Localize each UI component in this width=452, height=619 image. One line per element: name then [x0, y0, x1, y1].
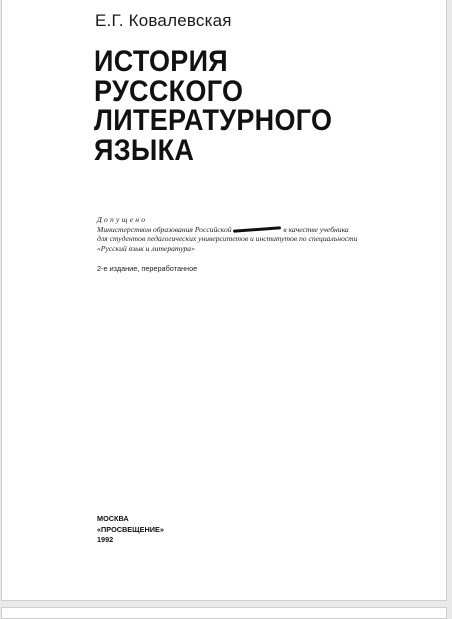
approval-line: для студентов педагогических университетов и институтов по специальности: [97, 234, 358, 244]
approval-note: [97, 215, 397, 253]
approval-header: Допущено: [97, 215, 148, 224]
title-line: ИСТОРИЯ: [94, 44, 228, 78]
approval-line: «Русский язык и литература»: [97, 243, 195, 253]
approval-line-start: Министерством образования Российской: [97, 224, 232, 234]
title-line: РУССКОГО: [94, 74, 244, 107]
approval-line-end: в качестве учебника: [283, 224, 349, 234]
book-title: [94, 46, 332, 164]
redaction-mark: [233, 227, 281, 233]
imprint-year: 1992: [97, 535, 114, 544]
title-line: ЯЗЫКА: [94, 133, 195, 166]
next-page-edge: [1, 607, 447, 619]
edition-note: 2-е издание, переработанное: [97, 264, 198, 273]
book-title-page: [1, 0, 447, 601]
approval-line: [97, 225, 397, 235]
title-line: ЛИТЕРАТУРНОГО: [94, 103, 333, 137]
publisher-imprint: [97, 514, 164, 546]
imprint-city: МОСКВА: [97, 514, 129, 523]
imprint-publisher: «ПРОСВЕЩЕНИЕ»: [97, 524, 164, 534]
author-name: Е.Г. Ковалевская: [95, 11, 232, 30]
